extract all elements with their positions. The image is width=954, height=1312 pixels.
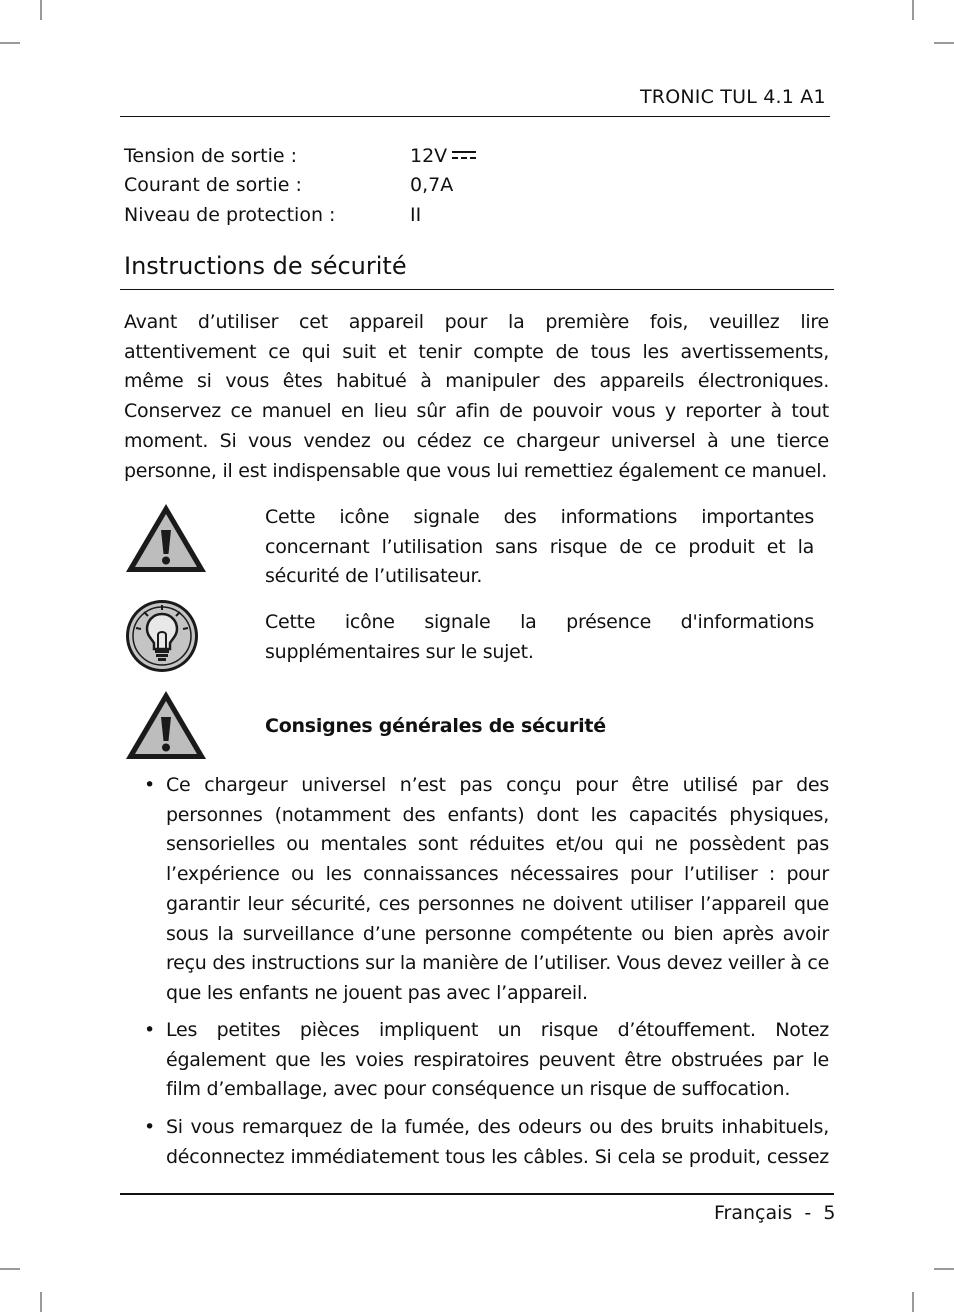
section-title: Instructions de sécurité	[124, 252, 407, 280]
warning-icon	[124, 502, 208, 574]
crop-mark	[40, 1292, 42, 1312]
bullet-marker: •	[144, 774, 156, 796]
crop-mark	[0, 1268, 20, 1270]
bullet-marker: •	[144, 1116, 156, 1138]
bullet-item: Les petites pièces impliquent un risque d’étouffement. Notez également que les voies respiratoires peuvent être obstruées par le film d’emballage, avec pour conséquence un risque de suffocation.	[166, 1019, 829, 1101]
spec-value: 0,7A	[410, 174, 454, 196]
spec-label: Niveau de protection :	[124, 204, 336, 226]
crop-mark	[934, 1268, 954, 1270]
section-rule	[120, 289, 834, 290]
spec-label: Courant de sortie :	[124, 174, 302, 196]
spec-value	[410, 145, 477, 167]
crop-mark	[934, 42, 954, 44]
info-note: Cette icône signale la présence d'informations supplémentaires sur le sujet.	[265, 611, 814, 663]
spec-value-text: 12V	[410, 145, 448, 167]
header-rule	[120, 116, 830, 117]
general-safety-heading: Consignes générales de sécurité	[265, 715, 606, 737]
crop-mark	[40, 0, 42, 20]
dc-current-icon	[451, 149, 477, 161]
lightbulb-icon	[124, 598, 200, 674]
crop-mark	[0, 42, 20, 44]
crop-mark	[912, 0, 914, 20]
bullet-item: Si vous remarquez de la fumée, des odeurs ou des bruits inhabituels, déconnectez immédiatement tous les câbles. Si cela se produit, cessez	[166, 1116, 829, 1168]
intro-paragraph: Avant d’utiliser cet appareil pour la première fois, veuillez lire attentivement ce qui suit et tenir compte de tous les avertissements, même si vous êtes habitué à manipuler des appareils électroniques. Conservez ce manuel en lieu sûr afin de pouvoir vous y reporter à tout moment. Si vous vendez ou cédez ce chargeur universel à une tierce personne, il est indispensable que vous lui remettiez également ce manuel.	[124, 311, 829, 482]
spec-label: Tension de sortie :	[124, 145, 297, 167]
crop-mark	[912, 1292, 914, 1312]
bullet-item: Ce chargeur universel n’est pas conçu pour être utilisé par des personnes (notamment des enfants) dont les capacités physiques, sensorielles ou mentales sont réduites et/ou qui ne possèdent pas l’expérience ou les connaissances nécessaires pour l’utiliser : pour garantir leur sécurité, ces personnes ne doivent utiliser l’appareil que sous la surveillance d’une personne compétente ou bien après avoir reçu des instructions sur la manière de l’utiliser. Vous devez veiller à ce que les enfants ne jouent pas avec l’appareil.	[166, 774, 830, 1004]
header-title: TRONIC TUL 4.1 A1	[640, 86, 826, 108]
footer-rule	[120, 1193, 834, 1195]
bullet-marker: •	[144, 1019, 156, 1041]
page-footer: Français - 5	[714, 1202, 836, 1224]
warning-icon	[124, 689, 208, 761]
warning-note: Cette icône signale des informations importantes concernant l’utilisation sans risque de ce produit et la sécurité de l’utilisateur.	[265, 506, 814, 588]
spec-value: II	[410, 204, 422, 226]
